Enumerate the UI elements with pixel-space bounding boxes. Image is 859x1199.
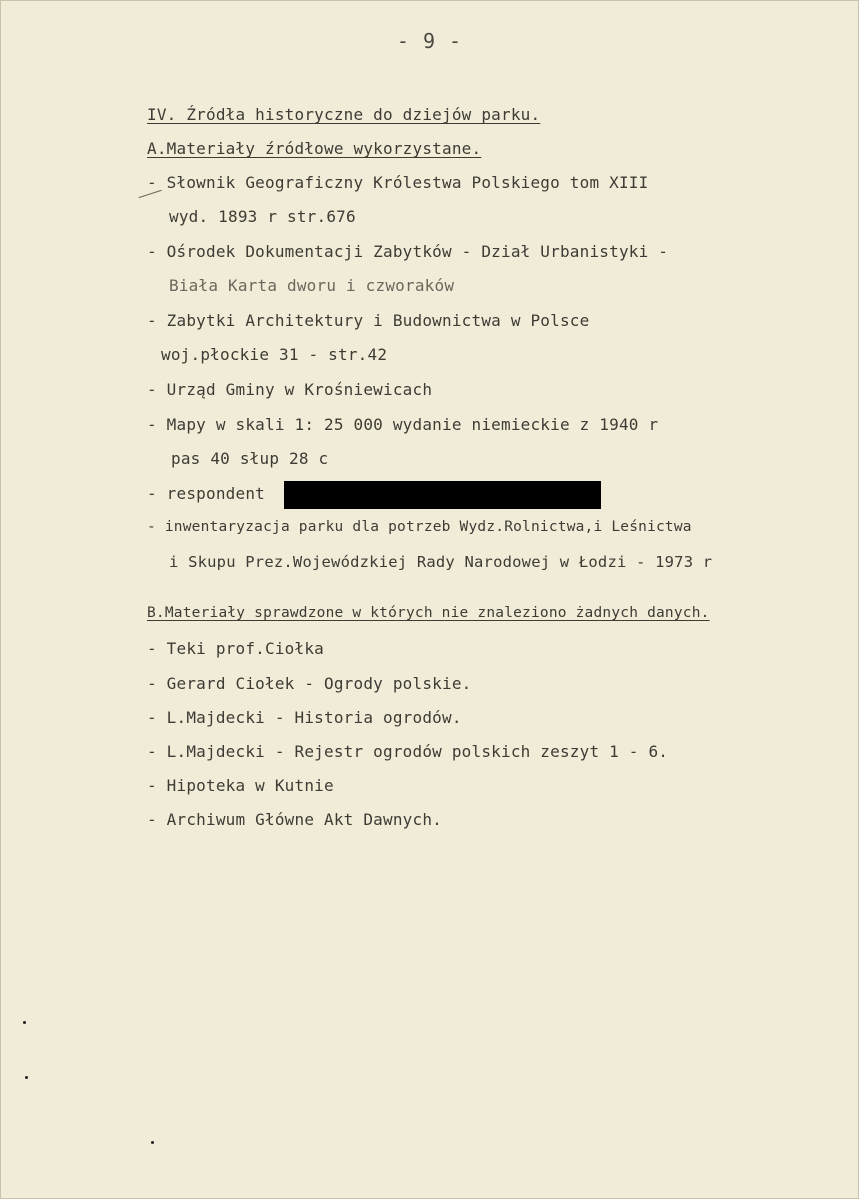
list-item-continuation: Biała Karta dworu i czworaków [169, 276, 455, 295]
list-item: - Ośrodek Dokumentacji Zabytków - Dział Urbanistyki - [147, 242, 669, 261]
list-item: - Mapy w skali 1: 25 000 wydanie niemieckie z 1940 r [147, 415, 659, 434]
list-item-continuation: pas 40 słup 28 c [171, 449, 329, 468]
scan-speck [25, 1076, 28, 1079]
list-item: - Gerard Ciołek - Ogrody polskie. [147, 674, 472, 693]
list-item: - Teki prof.Ciołka [147, 639, 324, 658]
list-item-continuation: woj.płockie 31 - str.42 [161, 345, 388, 364]
list-item: - respondent [147, 484, 265, 503]
list-item: - L.Majdecki - Historia ogrodów. [147, 708, 462, 727]
list-item: - L.Majdecki - Rejestr ogrodów polskich zeszyt 1 - 6. [147, 742, 669, 761]
list-item: - Zabytki Architektury i Budownictwa w Polsce [147, 311, 590, 330]
pen-mark [139, 190, 168, 215]
list-item: - Słownik Geograficzny Królestwa Polskiego tom XIII [147, 173, 649, 192]
section-title: IV. Źródła historyczne do dziejów parku. [147, 105, 541, 124]
list-item-continuation: i Skupu Prez.Wojewódzkiej Rady Narodowej w Łodzi - 1973 r [169, 553, 713, 571]
section-b-heading: B.Materiały sprawdzone w których nie znaleziono żadnych danych. [147, 605, 710, 621]
list-item-continuation: wyd. 1893 r str.676 [169, 207, 356, 226]
scan-speck [23, 1021, 26, 1024]
list-item: - Archiwum Główne Akt Dawnych. [147, 810, 442, 829]
list-item: - inwentaryzacja parku dla potrzeb Wydz.Rolnictwa,i Leśnictwa [147, 519, 692, 535]
redaction-box [284, 481, 601, 509]
section-a-heading: A.Materiały źródłowe wykorzystane. [147, 139, 482, 158]
page-number: - 9 - [396, 29, 463, 53]
list-item: - Urząd Gminy w Krośniewicach [147, 380, 433, 399]
scan-speck [151, 1141, 154, 1144]
list-item: - Hipoteka w Kutnie [147, 776, 334, 795]
